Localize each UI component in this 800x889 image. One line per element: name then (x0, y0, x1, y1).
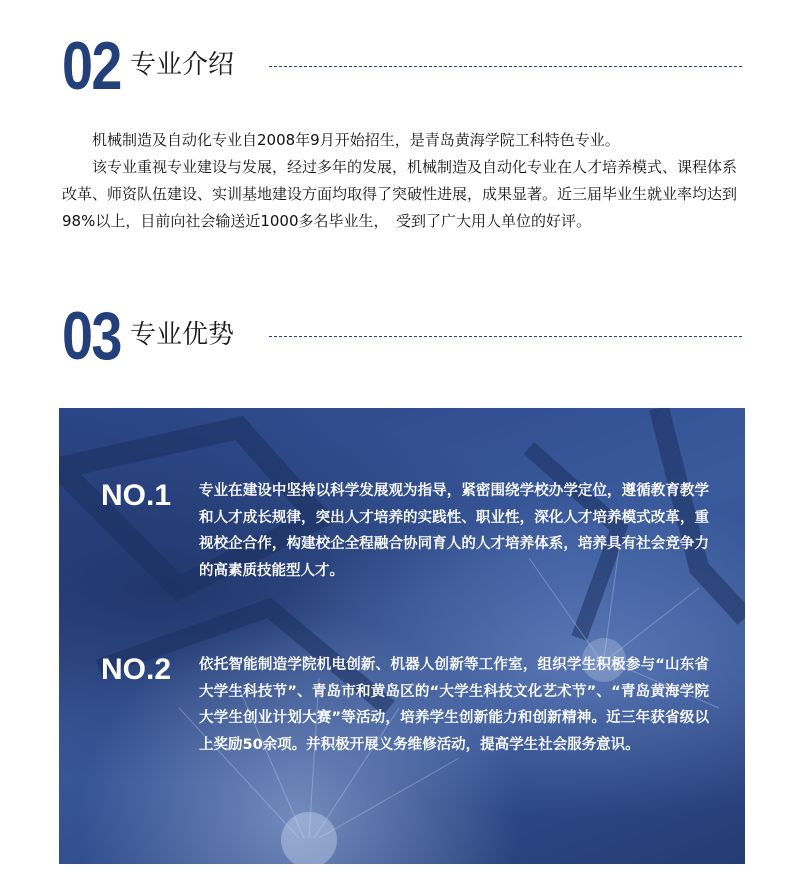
intro-paragraph: 该专业重视专业建设与发展，经过多年的发展，机械制造及自动化专业在人才培养模式、课程体系改革、师资队伍建设、实训基地建设方面均取得了突破性进展，成果显著。近三届毕业生就业率均达到98%以上，目前向社会输送近1000多名毕业生， 受到了广大用人单位的好评。 (62, 158, 738, 230)
intro-text (62, 127, 746, 235)
section-header-intro (62, 28, 742, 104)
section-title: 专业介绍 (130, 50, 235, 80)
advantage-text: 专业在建设中坚持以科学发展观为指导，紧密围绕学校办学定位，遵循教育教学和人才成长规律，突出人才培养的实践性、职业性，深化人才培养模式改革，重视校企合作，构建校企全程融合协同育人的人才培养体系，培养具有社会竞争力的高素质技能型人才。 (199, 483, 709, 579)
advantages-panel (59, 408, 745, 864)
dashed-divider (269, 336, 742, 337)
dashed-divider (269, 66, 742, 67)
section-number: 02 (62, 28, 121, 104)
section-title: 专业优势 (130, 320, 235, 350)
section-number: 03 (62, 298, 121, 374)
intro-paragraph: 机械制造及自动化专业自2008年9月开始招生，是青岛黄海学院工科特色专业。 (92, 131, 620, 149)
industrial-background-image (59, 408, 745, 864)
section-header-advantages (62, 298, 742, 374)
advantage-label: NO.1 (101, 479, 172, 512)
advantage-label: NO.2 (101, 653, 172, 686)
advantage-text: 依托智能制造学院机电创新、机器人创新等工作室，组织学生积极参与“山东省大学生科技节”、青岛市和黄岛区的“大学生科技文化艺术节”、“青岛黄海学院大学生创业计划大赛”等活动，培养学生创新能力和创新精神。近三年获省级以上奖励50余项。并积极开展义务维修活动，提高学生社会服务意识。 (199, 657, 709, 753)
